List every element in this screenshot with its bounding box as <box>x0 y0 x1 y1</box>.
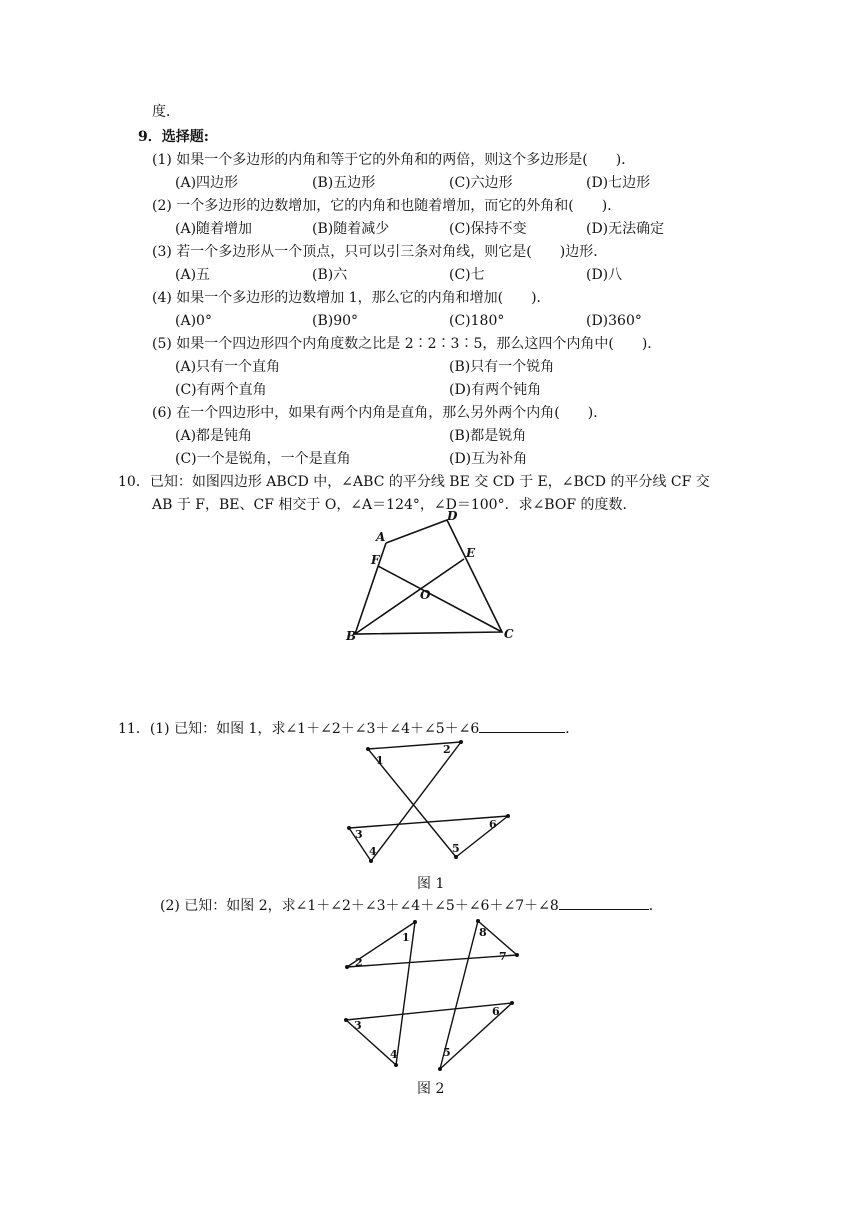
fig2-lower-cross-line <box>346 1003 512 1020</box>
label-f: F <box>371 553 380 567</box>
q9-3-stem: (3) 若一个多边形从一个顶点，只可以引三条对角线，则它是( )边形． <box>152 244 608 260</box>
q9-6-option-b: (B)都是锐角 <box>449 428 527 444</box>
fig2-angle-label-2: 2 <box>355 956 363 969</box>
fig1-angle-label-6: 6 <box>489 818 497 831</box>
label-b: B <box>346 629 357 643</box>
fig2-vertex <box>345 965 349 969</box>
q9-6-option-c: (C)一个是锐角，一个是直角 <box>175 451 351 467</box>
q9-4-option-a: (A)0° <box>175 313 212 329</box>
q9-3-option-d: (D)八 <box>586 267 623 283</box>
q9-6-stem: (6) 在一个四边形中，如果有两个内角是直角，那么另外两个内角( )． <box>152 405 608 421</box>
q9-5-option-d: (D)有两个钝角 <box>449 382 542 398</box>
fig2-angle-label-3: 3 <box>354 1019 362 1032</box>
fig2-upper-cross-line <box>347 955 517 967</box>
q9-5-option-a: (A)只有一个直角 <box>175 359 281 375</box>
label-c: C <box>504 627 514 641</box>
fig2-vertex <box>413 920 417 924</box>
q9-3-option-b: (B)六 <box>312 267 348 283</box>
q9-1-option-d: (D)七边形 <box>586 175 651 191</box>
label-o: O <box>420 588 431 602</box>
q9-6-option-d: (D)互为补角 <box>449 451 528 467</box>
fig2-lower-right-edge <box>440 1003 512 1069</box>
q9-3-option-c: (C)七 <box>449 267 485 283</box>
label-d: D <box>447 509 458 523</box>
continued-text: 度． <box>152 104 180 120</box>
fig1-angle-label-4: 4 <box>369 845 377 858</box>
q9-1-option-c: (C)六边形 <box>449 175 513 191</box>
q9-1-option-a: (A)四边形 <box>175 175 239 191</box>
q9-4-stem: (4) 如果一个多边形的边数增加 1，那么它的内角和增加( )． <box>152 290 551 306</box>
q9-5-stem: (5) 如果一个四边形四个内角度数之比是 2∶2∶3∶5，那么这四个内角中( )． <box>152 336 662 352</box>
fig2-angle-label-7: 7 <box>499 950 507 963</box>
q9-2-option-b: (B)随着减少 <box>312 221 390 237</box>
fig1-caption: 图 1 <box>417 876 445 892</box>
q9-4-option-b: (B)90° <box>312 313 359 329</box>
fig2-angle-label-1: 1 <box>402 931 410 944</box>
fig2-caption: 图 2 <box>417 1081 445 1097</box>
q9-2-stem: (2) 一个多边形的边数增加，它的内角和也随着增加，而它的外角和( )． <box>152 198 622 214</box>
q11-part2-period: ． <box>648 898 663 914</box>
q9-1-option-b: (B)五边形 <box>312 175 376 191</box>
q9-2-option-c: (C)保持不变 <box>449 221 527 237</box>
q9-5-option-c: (C)有两个直角 <box>175 382 267 398</box>
q9-5-option-b: (B)只有一个锐角 <box>449 359 555 375</box>
label-e: E <box>466 546 476 560</box>
fig2-vertex <box>510 1001 514 1005</box>
fig1-angle-label-5: 5 <box>452 842 460 855</box>
fig1-angle-label-1: 1 <box>376 754 384 767</box>
fig2-vertex <box>394 1063 398 1067</box>
fig2-angle-label-5: 5 <box>443 1046 451 1059</box>
q11-part1-period: ． <box>565 721 580 737</box>
q10-text-line2: AB 于 F，BE、CF 相交于 O，∠A＝124°，∠D＝100°．求∠BOF 的度数． <box>152 497 637 513</box>
fig2-vertex <box>476 919 480 923</box>
q9-6-option-a: (A)都是钝角 <box>175 428 253 444</box>
fig2-vertex <box>515 953 519 957</box>
q9-1-stem: (1) 如果一个多边形的内角和等于它的外角和的两倍，则这个多边形是( )． <box>152 152 636 168</box>
fig2-angle-label-8: 8 <box>479 926 487 939</box>
q10-text-line1: 10．已知：如图四边形 ABCD 中，∠ABC 的平分线 BE 交 CD 于 E，∠BCD 的平分线 CF 交 <box>118 474 710 490</box>
q9-3-option-a: (A)五 <box>175 267 211 283</box>
fig1-angle-label-2: 2 <box>443 743 451 756</box>
q9-2-option-a: (A)随着增加 <box>175 221 253 237</box>
fig2-angle-label-6: 6 <box>492 1005 500 1018</box>
q9-number: 9． <box>138 129 162 145</box>
q9-4-option-c: (C)180° <box>449 313 505 329</box>
label-a: A <box>376 530 386 544</box>
q9-title: 选择题: <box>161 129 209 145</box>
q11-part2-question: (2) 已知：如图 2，求∠1＋∠2＋∠3＋∠4＋∠5＋∠6＋∠7＋∠8 <box>160 898 559 914</box>
q11-part1-question: 11．(1) 已知：如图 1，求∠1＋∠2＋∠3＋∠4＋∠5＋∠6 <box>118 721 480 737</box>
q9-2-option-d: (D)无法确定 <box>586 221 665 237</box>
fig2-angle-label-4: 4 <box>390 1048 398 1061</box>
fig2-vertex <box>344 1018 348 1022</box>
q9-4-option-d: (D)360° <box>586 313 642 329</box>
fig1-angle-label-3: 3 <box>355 828 363 841</box>
fig2-vertex <box>438 1067 442 1071</box>
